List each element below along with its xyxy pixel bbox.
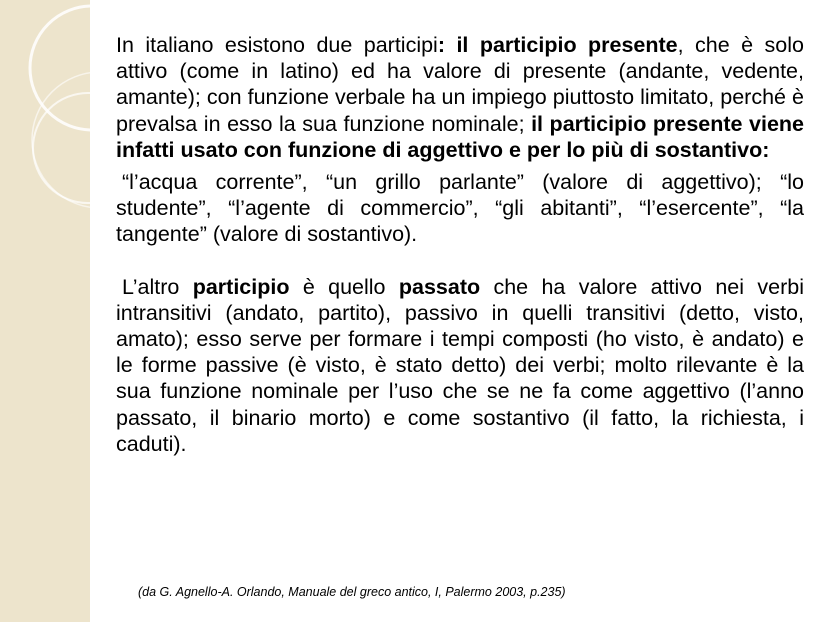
para3-text-3: che ha valore attivo nei verbi intransitivi (andato, partito), passivo in quelli transitivi (detto, visto, amato); esso serve per formare i tempi composti (ho visto, è andato) e le forme passive (è visto, è stato detto) dei verbi; molto rilevante è la sua funzione nominale per l’uso che se ne fa come aggettivo (l’anno passato, il binario morto) e come sostantivo (il fatto, la richiesta, i caduti). <box>116 274 804 456</box>
ring-middle-icon <box>33 93 90 203</box>
para3-text-1: L’altro <box>122 274 193 299</box>
paragraph-participio-passato <box>116 274 804 457</box>
ring-outer-icon <box>32 72 90 208</box>
para1-text-1: In italiano esistono due participi <box>116 33 438 57</box>
para1-bold-2: il participio presente viene infatti usato con funzione di aggettivo e per lo più di sostantivo: <box>116 111 804 162</box>
para2-text: “l’acqua corrente”, “un grillo parlante” (valore di aggettivo); “lo studente”, “l’agente di commercio”, “gli abitanti”, “l’esercente”, “la tangente” (valore di sostantivo). <box>116 170 804 247</box>
decorative-sidebar <box>0 0 90 622</box>
para3-bold-2: passato <box>398 274 481 299</box>
para3-text-2: è quello <box>289 274 399 299</box>
para3-bold-1: participio <box>192 274 290 299</box>
para1-bold-1: : il participio presente <box>437 33 678 57</box>
paragraph-participio-presente <box>116 32 804 163</box>
decorative-rings-icon <box>0 0 90 622</box>
citation: (da G. Agnello-A. Orlando, Manuale del greco antico, I, Palermo 2003, p.235) <box>138 585 566 599</box>
slide-body <box>116 32 804 457</box>
paragraph-examples <box>116 169 804 248</box>
para1-text-2: , che è solo attivo (come in latino) ed ha valore di presente (andante, vedente, amante); con funzione verbale ha un impiego piuttosto limitato, perché è prevalsa in esso la sua funzione nominale; <box>116 33 804 136</box>
